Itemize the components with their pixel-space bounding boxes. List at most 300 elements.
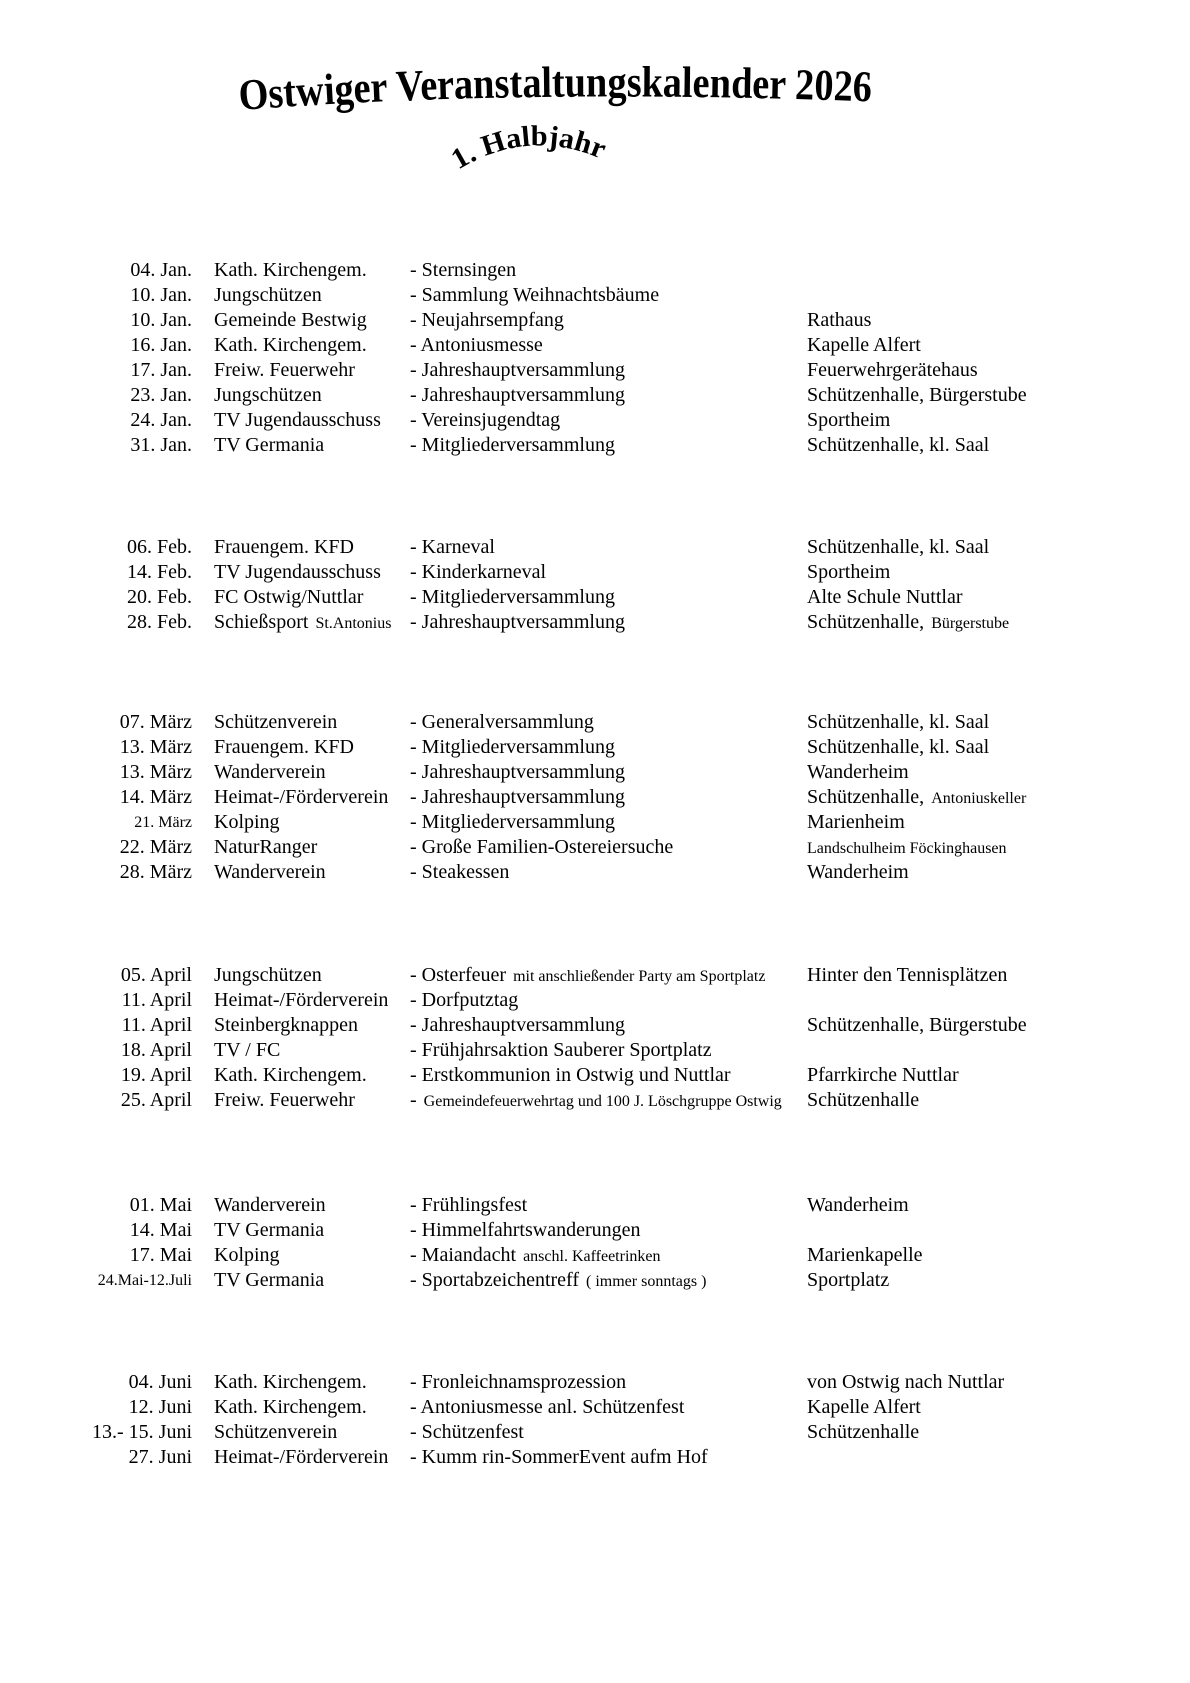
event-organizer (192, 1088, 410, 1114)
month-block-1 (78, 258, 1174, 458)
event-location (807, 283, 1174, 308)
event-location-text: Alte Schule Nuttlar (807, 586, 963, 608)
event-location-text: Kapelle Alfert (807, 1396, 921, 1418)
event-row (78, 988, 1174, 1013)
event-location (807, 1420, 1174, 1445)
event-organizer (192, 1243, 410, 1269)
event-date (78, 408, 192, 433)
event-organizer-text: Freiw. Feuerwehr (214, 1089, 355, 1111)
event-location-text: Sportheim (807, 409, 891, 431)
event-date (78, 283, 192, 308)
event-organizer-text: FC Ostwig/Nuttlar (214, 586, 364, 608)
month-block-6 (78, 1370, 1174, 1470)
event-organizer (192, 1268, 410, 1294)
event-description-text: - Große Familien-Ostereiersuche (410, 836, 674, 858)
event-location-small-text: Landschulheim Föckinghausen (807, 840, 1007, 857)
event-organizer-text: Kath. Kirchengem. (214, 1064, 367, 1086)
event-organizer (192, 860, 410, 885)
event-description (410, 1088, 807, 1114)
event-row (78, 1218, 1174, 1243)
event-location-small-text: Antoniuskeller (931, 790, 1027, 807)
event-location-text: Pfarrkirche Nuttlar (807, 1064, 959, 1086)
event-location-text: Wanderheim (807, 1194, 909, 1216)
event-description-text: - Mitgliederversammlung (410, 811, 615, 833)
event-date-text: 17. Mai (129, 1244, 192, 1266)
event-location (807, 535, 1174, 560)
event-description-small-text: mit anschließender Party am Sportplatz (513, 968, 766, 985)
event-date (78, 1243, 192, 1269)
event-description-text: - Karneval (410, 536, 495, 558)
event-location (807, 383, 1174, 408)
event-row (78, 358, 1174, 383)
event-date (78, 258, 192, 283)
event-organizer (192, 408, 410, 433)
event-description-text: - Jahreshauptversammlung (410, 611, 625, 633)
event-description (410, 408, 807, 433)
event-date (78, 1013, 192, 1038)
event-description-text: - Frühlingsfest (410, 1194, 528, 1216)
event-description-text: - Steakessen (410, 861, 510, 883)
event-description-text: - Jahreshauptversammlung (410, 786, 625, 808)
event-location-text: Schützenhalle, kl. Saal (807, 736, 990, 758)
event-row (78, 408, 1174, 433)
event-organizer (192, 1038, 410, 1063)
event-row (78, 1243, 1174, 1268)
event-date (78, 1038, 192, 1063)
event-description (410, 785, 807, 811)
event-location (807, 785, 1174, 811)
event-description (410, 1038, 807, 1063)
event-date (78, 1370, 192, 1395)
event-description (410, 1193, 807, 1218)
event-organizer (192, 283, 410, 308)
event-row (78, 1013, 1174, 1038)
event-description (410, 1063, 807, 1088)
event-row (78, 560, 1174, 585)
event-location (807, 1063, 1174, 1088)
event-description-text: - Antoniusmesse (410, 334, 543, 356)
event-organizer-text: Kath. Kirchengem. (214, 1371, 367, 1393)
event-date-text: 27. Juni (128, 1446, 192, 1468)
month-block-3 (78, 710, 1174, 885)
event-organizer-small-text: St.Antonius (315, 615, 392, 632)
event-date (78, 785, 192, 811)
event-date-text: 25. April (120, 1089, 192, 1111)
event-description-text: - Generalversammlung (410, 711, 594, 733)
event-date-text: 07. März (119, 711, 192, 733)
event-description (410, 535, 807, 560)
event-organizer (192, 383, 410, 408)
event-row (78, 1268, 1174, 1293)
event-location (807, 585, 1174, 610)
event-organizer-text: TV Germania (214, 434, 325, 456)
event-description (410, 810, 807, 835)
event-date-text: 06. Feb. (127, 536, 192, 558)
event-row (78, 258, 1174, 283)
event-location (807, 860, 1174, 885)
event-organizer-text: Kath. Kirchengem. (214, 1396, 367, 1418)
event-description-text: - Himmelfahrtswanderungen (410, 1219, 641, 1241)
event-date-text: 05. April (120, 964, 192, 986)
event-date (78, 1088, 192, 1114)
event-organizer (192, 835, 410, 861)
event-location (807, 1193, 1174, 1218)
event-row (78, 1445, 1174, 1470)
event-description-text: - Sportabzeichentreff (410, 1269, 579, 1291)
event-date (78, 383, 192, 408)
event-description-text: - Sternsingen (410, 259, 517, 281)
event-row (78, 308, 1174, 333)
event-row (78, 710, 1174, 735)
event-date-text: 11. April (121, 989, 192, 1011)
event-organizer (192, 308, 410, 333)
event-date-small-text: 24.Mai-12.Juli (97, 1272, 192, 1289)
event-date (78, 810, 192, 835)
event-organizer (192, 258, 410, 283)
event-date (78, 963, 192, 989)
event-date-text: 13.- 15. Juni (92, 1421, 192, 1443)
event-location (807, 1218, 1174, 1243)
event-location (807, 610, 1174, 636)
event-location (807, 308, 1174, 333)
event-row (78, 835, 1174, 860)
event-date-text: 16. Jan. (130, 334, 192, 356)
event-description-small-text: Gemeindefeuerwehrtag und 100 J. Löschgruppe Ostwig (423, 1093, 782, 1110)
event-date (78, 1218, 192, 1243)
event-location (807, 1370, 1174, 1395)
event-organizer-text: Gemeinde Bestwig (214, 309, 367, 331)
event-description (410, 1268, 807, 1294)
event-organizer (192, 735, 410, 760)
event-description (410, 358, 807, 383)
event-location (807, 358, 1174, 383)
event-location (807, 988, 1174, 1013)
event-description (410, 258, 807, 283)
event-organizer-text: Kolping (214, 1244, 280, 1266)
event-date (78, 835, 192, 861)
event-organizer-text: TV Jugendausschuss (214, 561, 381, 583)
event-description (410, 1218, 807, 1243)
event-description (410, 333, 807, 358)
event-description-text: - Neujahrsempfang (410, 309, 564, 331)
event-organizer-text: TV Germania (214, 1269, 325, 1291)
event-row (78, 810, 1174, 835)
event-organizer-text: TV / FC (214, 1039, 281, 1061)
event-location-text: Schützenhalle (807, 1421, 920, 1443)
event-location-text: Wanderheim (807, 761, 909, 783)
event-date (78, 1268, 192, 1294)
event-row (78, 785, 1174, 810)
event-date-text: 14. Feb. (127, 561, 192, 583)
event-date (78, 1445, 192, 1470)
event-location (807, 433, 1174, 458)
event-location-small-text: Bürgerstube (931, 615, 1010, 632)
event-organizer (192, 585, 410, 610)
event-row (78, 1370, 1174, 1395)
event-description (410, 1370, 807, 1395)
event-date-text: 14. Mai (129, 1219, 192, 1241)
event-location-text: Rathaus (807, 309, 872, 331)
event-date (78, 585, 192, 610)
event-organizer-text: Freiw. Feuerwehr (214, 359, 355, 381)
month-block-4 (78, 963, 1174, 1113)
event-date (78, 710, 192, 735)
event-date-text: 01. Mai (129, 1194, 192, 1216)
event-row (78, 535, 1174, 560)
event-location (807, 408, 1174, 433)
event-location (807, 810, 1174, 835)
event-row (78, 1420, 1174, 1445)
event-organizer (192, 535, 410, 560)
event-organizer (192, 988, 410, 1013)
event-date (78, 560, 192, 585)
event-description-text: - Jahreshauptversammlung (410, 761, 625, 783)
event-organizer (192, 1445, 410, 1470)
event-organizer (192, 433, 410, 458)
page-title: Ostwiger Veranstaltungskalender 2026 (236, 57, 876, 120)
event-organizer-text: Jungschützen (214, 384, 322, 406)
event-row (78, 1193, 1174, 1218)
event-row (78, 1395, 1174, 1420)
event-organizer-text: Steinbergknappen (214, 1014, 359, 1036)
event-description-text: - Schützenfest (410, 1421, 524, 1443)
event-row (78, 585, 1174, 610)
event-organizer (192, 1193, 410, 1218)
event-organizer (192, 963, 410, 989)
event-location-text: Schützenhalle, kl. Saal (807, 536, 990, 558)
event-organizer-text: Kolping (214, 811, 280, 833)
event-location (807, 710, 1174, 735)
event-date-text: 19. April (120, 1064, 192, 1086)
event-description (410, 988, 807, 1013)
event-row (78, 963, 1174, 988)
event-date (78, 1420, 192, 1445)
event-description-text: - Frühjahrsaktion Sauberer Sportplatz (410, 1039, 712, 1061)
event-row (78, 1063, 1174, 1088)
event-description-small-text: anschl. Kaffeetrinken (523, 1248, 661, 1265)
event-description-text: - Maiandacht (410, 1244, 517, 1266)
event-location-text: von Ostwig nach Nuttlar (807, 1371, 1005, 1393)
event-date (78, 333, 192, 358)
event-date-small-text: 21. März (134, 814, 192, 831)
event-row (78, 860, 1174, 885)
event-date (78, 760, 192, 785)
event-organizer-text: Schießsport (214, 611, 309, 633)
event-description (410, 835, 807, 861)
event-description-text: - Jahreshauptversammlung (410, 1014, 625, 1036)
event-description-text: - Erstkommunion in Ostwig und Nuttlar (410, 1064, 731, 1086)
event-description (410, 1420, 807, 1445)
event-date (78, 1063, 192, 1088)
event-date (78, 535, 192, 560)
event-date (78, 308, 192, 333)
event-date-text: 31. Jan. (130, 434, 192, 456)
event-description-text: - Mitgliederversammlung (410, 586, 615, 608)
event-location-text: Schützenhalle, (807, 611, 925, 633)
event-location (807, 1013, 1174, 1038)
event-location (807, 835, 1174, 861)
event-organizer (192, 810, 410, 835)
month-block-5 (78, 1193, 1174, 1293)
event-organizer-text: Jungschützen (214, 284, 322, 306)
event-location-text: Schützenhalle, Bürgerstube (807, 1014, 1027, 1036)
event-organizer-text: NaturRanger (214, 836, 318, 858)
event-description-text: - Sammlung Weihnachtsbäume (410, 284, 660, 306)
event-date-text: 04. Juni (128, 1371, 192, 1393)
event-organizer (192, 1395, 410, 1420)
event-description (410, 560, 807, 585)
event-row (78, 1088, 1174, 1113)
event-date-text: 11. April (121, 1014, 192, 1036)
event-date (78, 1193, 192, 1218)
event-location (807, 1445, 1174, 1470)
event-description (410, 963, 807, 989)
event-date (78, 735, 192, 760)
event-organizer-text: Heimat-/Förderverein (214, 1446, 389, 1468)
event-organizer (192, 358, 410, 383)
event-date-text: 13. März (119, 761, 192, 783)
event-organizer-text: Wanderverein (214, 1194, 326, 1216)
event-row (78, 1038, 1174, 1063)
event-description (410, 1445, 807, 1470)
event-date-text: 12. Juni (128, 1396, 192, 1418)
event-date-text: 28. Feb. (127, 611, 192, 633)
event-organizer-text: Heimat-/Förderverein (214, 786, 389, 808)
event-organizer (192, 560, 410, 585)
event-description-text: - Jahreshauptversammlung (410, 359, 625, 381)
event-date-text: 13. März (119, 736, 192, 758)
event-location (807, 1088, 1174, 1114)
event-location (807, 1268, 1174, 1294)
event-location-text: Sportplatz (807, 1269, 890, 1291)
event-date-text: 22. März (119, 836, 192, 858)
event-location-text: Kapelle Alfert (807, 334, 921, 356)
event-organizer-text: TV Germania (214, 1219, 325, 1241)
page-subtitle: 1. Halbjahr (445, 120, 610, 176)
event-location (807, 735, 1174, 760)
event-description-text: - Fronleichnamsprozession (410, 1371, 627, 1393)
event-description (410, 283, 807, 308)
event-description (410, 433, 807, 458)
event-organizer (192, 333, 410, 358)
event-date-text: 23. Jan. (130, 384, 192, 406)
event-row (78, 610, 1174, 635)
event-location-text: Marienheim (807, 811, 905, 833)
event-date-text: 14. März (119, 786, 192, 808)
event-description (410, 760, 807, 785)
event-organizer (192, 1063, 410, 1088)
event-description-text: - Kinderkarneval (410, 561, 547, 583)
event-organizer-text: Frauengem. KFD (214, 736, 354, 758)
event-description-text: - Osterfeuer (410, 964, 507, 986)
month-block-2 (78, 535, 1174, 635)
event-date (78, 1395, 192, 1420)
event-organizer (192, 1013, 410, 1038)
event-location-text: Wanderheim (807, 861, 909, 883)
event-organizer-text: Wanderverein (214, 861, 326, 883)
event-organizer-text: Jungschützen (214, 964, 322, 986)
event-date-text: 04. Jan. (130, 259, 192, 281)
event-description-text: - Vereinsjugendtag (410, 409, 561, 431)
event-date (78, 860, 192, 885)
event-description (410, 383, 807, 408)
event-organizer (192, 785, 410, 811)
event-location (807, 333, 1174, 358)
event-location-text: Sportheim (807, 561, 891, 583)
event-location-text: Hinter den Tennisplätzen (807, 964, 1008, 986)
event-row (78, 735, 1174, 760)
event-location-text: Marienkapelle (807, 1244, 923, 1266)
event-location-text: Feuerwehrgerätehaus (807, 359, 978, 381)
event-organizer (192, 610, 410, 636)
event-description-small-text: ( immer sonntags ) (586, 1273, 707, 1290)
event-organizer-text: Kath. Kirchengem. (214, 259, 367, 281)
event-date (78, 358, 192, 383)
event-organizer-text: Schützenverein (214, 711, 338, 733)
event-description-text: - Mitgliederversammlung (410, 736, 615, 758)
event-location (807, 963, 1174, 989)
event-description (410, 735, 807, 760)
event-location-text: Schützenhalle, kl. Saal (807, 434, 990, 456)
event-location (807, 1038, 1174, 1063)
event-description-text: - Antoniusmesse anl. Schützenfest (410, 1396, 685, 1418)
event-organizer (192, 760, 410, 785)
event-location (807, 560, 1174, 585)
event-description-text: - Jahreshauptversammlung (410, 384, 625, 406)
event-description (410, 1013, 807, 1038)
event-description (410, 585, 807, 610)
event-organizer (192, 1218, 410, 1243)
event-description (410, 860, 807, 885)
event-description (410, 1395, 807, 1420)
event-description (410, 610, 807, 636)
event-location (807, 1395, 1174, 1420)
event-date-text: 10. Jan. (130, 309, 192, 331)
event-location (807, 258, 1174, 283)
event-location (807, 760, 1174, 785)
event-location-text: Schützenhalle, kl. Saal (807, 711, 990, 733)
event-date-text: 18. April (120, 1039, 192, 1061)
event-date (78, 433, 192, 458)
event-date (78, 988, 192, 1013)
event-location-text: Schützenhalle, Bürgerstube (807, 384, 1027, 406)
event-description (410, 1243, 807, 1269)
event-row (78, 283, 1174, 308)
event-description (410, 308, 807, 333)
event-organizer-text: Frauengem. KFD (214, 536, 354, 558)
event-organizer-text: Heimat-/Förderverein (214, 989, 389, 1011)
event-row (78, 383, 1174, 408)
event-date (78, 610, 192, 636)
event-description-text: - (410, 1089, 417, 1111)
event-location (807, 1243, 1174, 1269)
event-organizer (192, 710, 410, 735)
event-organizer (192, 1420, 410, 1445)
event-row (78, 760, 1174, 785)
event-row (78, 333, 1174, 358)
event-organizer-text: TV Jugendausschuss (214, 409, 381, 431)
event-organizer (192, 1370, 410, 1395)
event-date-text: 28. März (119, 861, 192, 883)
event-date-text: 10. Jan. (130, 284, 192, 306)
event-organizer-text: Schützenverein (214, 1421, 338, 1443)
event-date-text: 24. Jan. (130, 409, 192, 431)
event-row (78, 433, 1174, 458)
event-description-text: - Kumm rin-SommerEvent aufm Hof (410, 1446, 708, 1468)
event-date-text: 17. Jan. (130, 359, 192, 381)
event-description (410, 710, 807, 735)
event-organizer-text: Wanderverein (214, 761, 326, 783)
